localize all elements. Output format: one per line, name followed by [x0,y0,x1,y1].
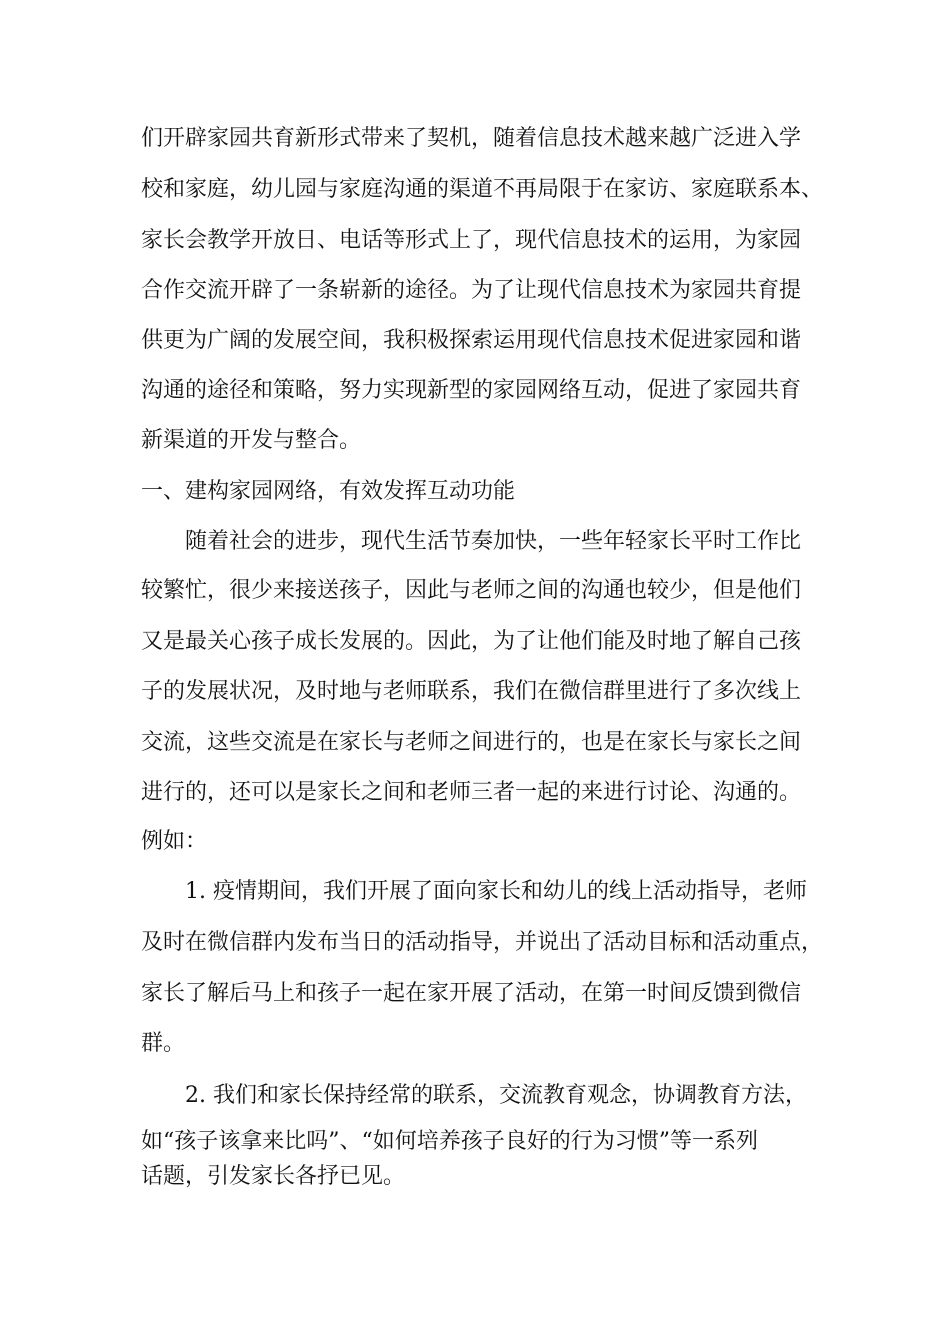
section-heading: 一、建构家园网络，有效发挥互动功能 [141,479,516,504]
paragraph-line: 及时在微信群内发布当日的活动指导，并说出了活动目标和活动重点， [141,930,824,955]
paragraph-line: 进行的，还可以是家长之间和老师三者一起的来进行讨论、沟通的。 [141,780,802,805]
paragraph-line: 较繁忙，很少来接送孩子，因此与老师之间的沟通也较少，但是他们 [141,578,802,603]
paragraph-line: 又是最关心孩子成长发展的。因此，为了让他们能及时地了解自己孩 [141,629,802,654]
paragraph-line: 子的发展状况，及时地与老师联系，我们在微信群里进行了多次线上 [141,679,802,704]
paragraph-line: 例如： [141,829,208,854]
paragraph-line: 交流，这些交流是在家长与老师之间进行的，也是在家长与家长之间 [141,730,802,755]
paragraph-line: 们开辟家园共育新形式带来了契机，随着信息技术越来越广泛进入学 [141,126,802,151]
paragraph-line: 随着社会的进步，现代生活节奏加快，一些年轻家长平时工作比 [185,529,802,554]
paragraph-line: 沟通的途径和策略，努力实现新型的家园网络互动，促进了家园共育 [141,378,802,403]
paragraph-line: 校和家庭，幼儿园与家庭沟通的渠道不再局限于在家访、家庭联系本、 [141,177,824,202]
paragraph-line: 如“孩子该拿来比吗”、“如何培养孩子良好的行为习惯”等一系列 [141,1129,758,1154]
paragraph-line: 家长了解后马上和孩子一起在家开展了活动，在第一时间反馈到微信 [141,981,802,1006]
paragraph-line: 新渠道的开发与整合。 [141,428,362,453]
paragraph-line: 家长会教学开放日、电话等形式上了，现代信息技术的运用，为家园 [141,228,802,253]
list-item-line: 2. 我们和家长保持经常的联系，交流教育观念，协调教育方法， [185,1083,807,1108]
paragraph-line: 群。 [141,1031,186,1056]
paragraph-line: 供更为广阔的发展空间，我积极探索运用现代信息技术促进家园和谐 [141,328,802,353]
list-item-line: 1. 疫情期间，我们开展了面向家长和幼儿的线上活动指导，老师 [185,879,807,904]
paragraph-line: 合作交流开辟了一条崭新的途径。为了让现代信息技术为家园共育提 [141,278,802,303]
paragraph-line: 话题，引发家长各抒已见。 [141,1164,406,1189]
